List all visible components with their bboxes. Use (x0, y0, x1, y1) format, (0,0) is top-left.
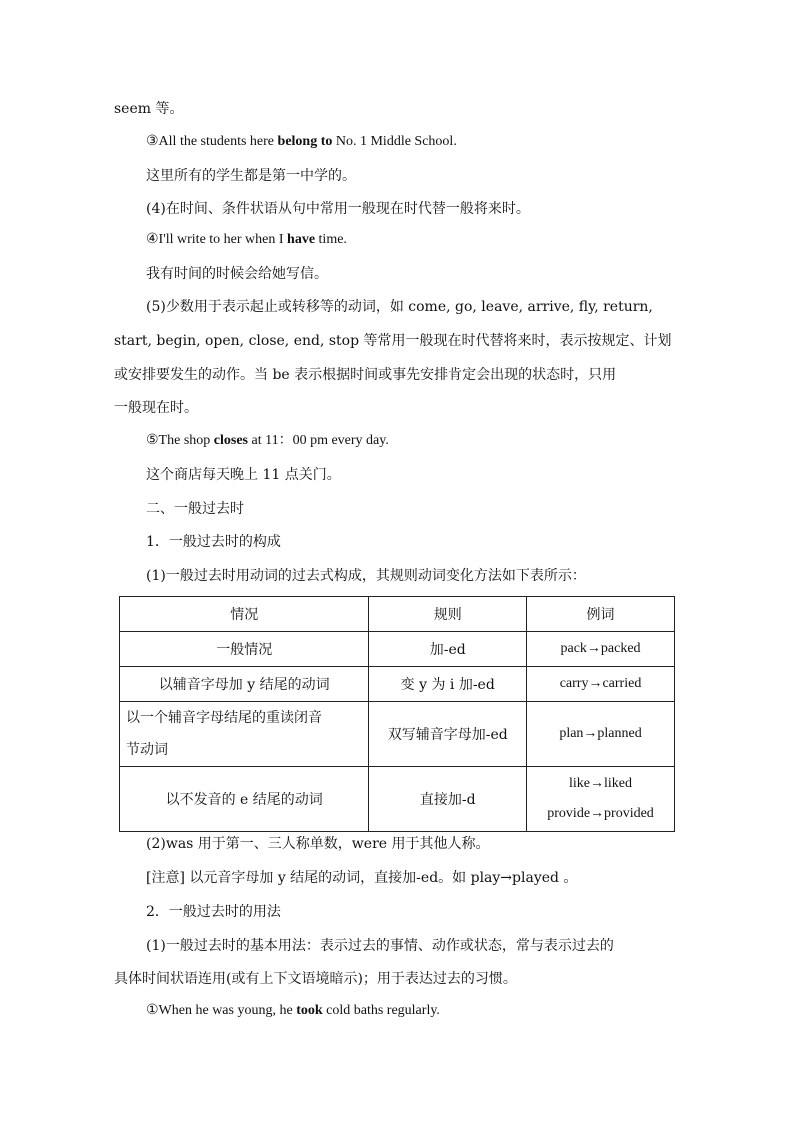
table-header-row (120, 597, 675, 632)
verb-rules-table (119, 596, 675, 832)
subsection-heading: 2．一般过去时的用法 (146, 904, 281, 920)
table-row (120, 767, 675, 832)
table-cell: 双写辅音字母加-ed (369, 702, 527, 767)
translation-line: 我有时间的时候会给她写信。 (146, 266, 328, 282)
table-cell: 直接加-d (369, 767, 527, 832)
rule-5-line-4: 一般现在时。 (114, 400, 198, 416)
column-header: 规则 (369, 597, 527, 632)
column-header: 情况 (120, 597, 369, 632)
table-cell: plan→planned (527, 702, 675, 767)
section-heading: 二、一般过去时 (146, 501, 244, 517)
paragraph-line: seem 等。 (114, 101, 184, 117)
table-cell: pack→packed (527, 632, 675, 667)
rule-5-line-3: 或安排要发生的动作。当 be 表示根据时间或事先安排肯定会出现的状态时，只用 (114, 367, 617, 383)
translation-line: 这里所有的学生都是第一中学的。 (146, 168, 356, 184)
note-line: (2)was 用于第一、三人称单数，were 用于其他人称。 (146, 836, 490, 852)
example-sentence-4: ④I'll write to her when I have time. (146, 232, 347, 247)
table-cell: 一般情况 (120, 632, 369, 667)
table-cell: 以辅音字母加 y 结尾的动词 (120, 667, 369, 702)
table-cell: 以不发音的 e 结尾的动词 (120, 767, 369, 832)
table-cell: 以一个辅音字母结尾的重读闭音 节动词 (120, 702, 369, 767)
rule-5-line-2: start, begin, open, close, end, stop 等常用一般现在时代替将来时，表示按规定、计划 (114, 333, 672, 349)
table-intro-line: (1)一般过去时用动词的过去式构成，其规则动词变化方法如下表所示： (146, 568, 586, 584)
usage-line-1: (1)一般过去时的基本用法：表示过去的事情、动作或状态，常与表示过去的 (146, 938, 614, 954)
rule-4-line: (4)在时间、条件状语从句中常用一般现在时代替一般将来时。 (146, 201, 530, 217)
table-row (120, 702, 675, 767)
example-sentence-1: ①When he was young, he took cold baths regularly. (146, 1003, 440, 1018)
column-header: 例词 (527, 597, 675, 632)
rule-5-line-1: (5)少数用于表示起止或转移等的动词，如 come, go, leave, arrive, fly, return, (146, 299, 653, 315)
translation-line: 这个商店每天晚上 11 点关门。 (146, 467, 341, 483)
table-cell: 变 y 为 i 加-ed (369, 667, 527, 702)
subsection-heading: 1．一般过去时的构成 (146, 534, 281, 550)
table-cell: like→liked provide→provided (527, 767, 675, 832)
table-cell: carry→carried (527, 667, 675, 702)
attention-note: [注意] 以元音字母加 y 结尾的动词，直接加-ed。如 play→played 。 (146, 870, 578, 886)
table-row (120, 667, 675, 702)
example-sentence-5: ⑤The shop closes at 11：00 pm every day. (146, 433, 389, 448)
table-row (120, 632, 675, 667)
example-sentence-3: ③All the students here belong to No. 1 Middle School. (146, 134, 457, 149)
usage-line-2: 具体时间状语连用(或有上下文语境暗示)；用于表达过去的习惯。 (114, 971, 517, 987)
table-cell: 加-ed (369, 632, 527, 667)
